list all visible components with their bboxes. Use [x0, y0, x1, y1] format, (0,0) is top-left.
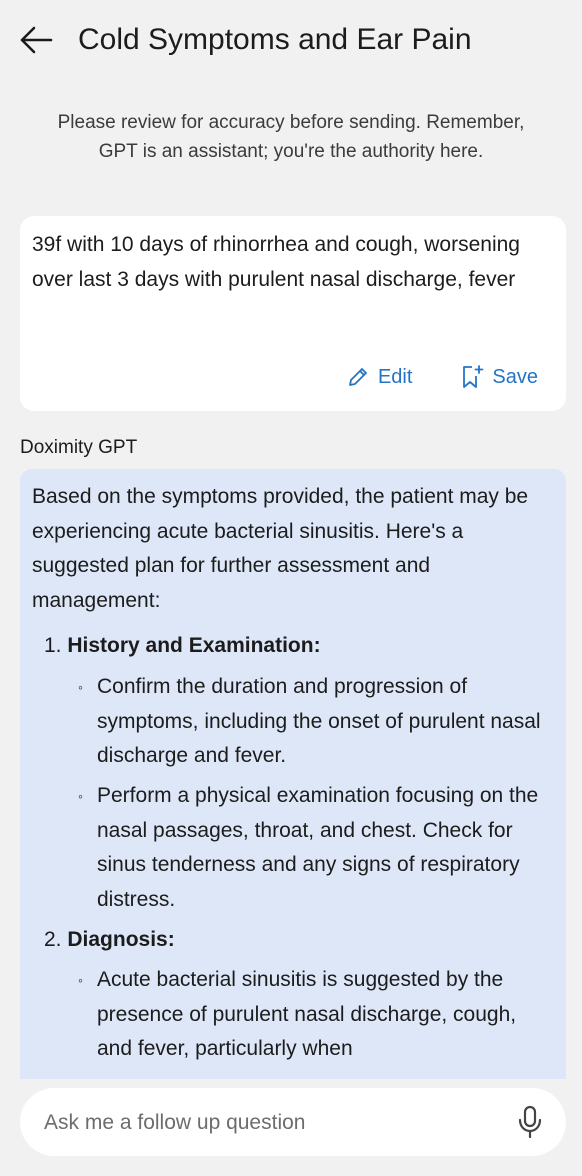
prompt-actions [346, 364, 538, 390]
section-title: History and Examination: [67, 634, 321, 657]
list-item [78, 963, 556, 1067]
follow-up-input[interactable] [42, 1088, 506, 1158]
section-heading [44, 923, 175, 957]
save-label: Save [492, 365, 538, 388]
bullet-dot: ◦ [78, 972, 83, 988]
page-title: Cold Symptoms and Ear Pain [78, 23, 472, 56]
section-number: 2. [44, 928, 62, 951]
section-number: 1. [44, 634, 62, 657]
response-intro: Based on the symptoms provided, the patient may be experiencing acute bacterial sinusitis. Here's a suggested plan for further assessment and management: [32, 485, 529, 612]
list-item-text: Acute bacterial sinusitis is suggested by the presence of purulent nasal discharge, cough, and fever, particularly when [97, 968, 517, 1060]
disclaimer-line: Please review for accuracy before sending. Remember, [57, 112, 525, 133]
bullet-dot: ◦ [78, 679, 83, 695]
user-prompt-card [20, 216, 566, 411]
assistant-name: Doximity GPT [20, 437, 138, 458]
back-button[interactable] [18, 22, 54, 58]
header [0, 0, 582, 80]
pencil-icon [346, 365, 370, 389]
arrow-left-icon [19, 25, 53, 55]
list-item-text: Confirm the duration and progression of symptoms, including the onset of purulent nasal discharge and fever. [97, 675, 541, 767]
save-button[interactable] [460, 364, 538, 390]
list-item-text: Perform a physical examination focusing on the nasal passages, throat, and chest. Check for sinus tenderness and any signs of respiratory distress. [97, 784, 539, 911]
section-heading [44, 629, 321, 663]
bookmark-plus-icon [460, 364, 484, 390]
list-item [78, 779, 556, 917]
user-prompt-text: 39f with 10 days of rhinorrhea and cough, worsening over last 3 days with purulent nasal discharge, fever [32, 233, 520, 291]
assistant-response-card[interactable] [20, 469, 566, 1079]
microphone-icon [517, 1105, 543, 1139]
disclaimer [20, 108, 562, 166]
edit-label: Edit [377, 365, 413, 388]
microphone-button[interactable] [512, 1104, 548, 1140]
list-item [78, 670, 556, 774]
follow-up-input-bar [20, 1088, 566, 1156]
bullet-dot: ◦ [78, 788, 83, 804]
section-title: Diagnosis: [67, 928, 175, 951]
disclaimer-line: GPT is an assistant; you're the authority here. [98, 141, 484, 162]
edit-button[interactable] [346, 364, 412, 390]
